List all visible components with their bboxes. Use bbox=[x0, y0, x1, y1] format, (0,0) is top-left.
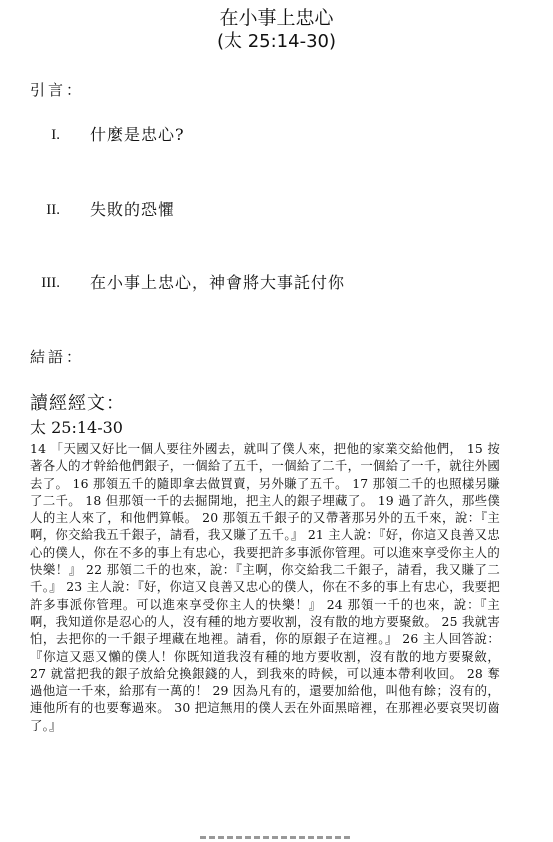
outline-text: 失敗的恐懼 bbox=[90, 200, 176, 219]
scripture-reference: (太 25:14-30) bbox=[216, 31, 337, 52]
intro-label: 引言： bbox=[30, 81, 85, 99]
outline-numeral: I. bbox=[51, 127, 60, 143]
sermon-title: 在小事上忠心 bbox=[219, 7, 334, 29]
outline-item bbox=[0, 272, 553, 296]
outline-numeral: III. bbox=[41, 275, 60, 291]
outline-text: 在小事上忠心，神會將大事託付你 bbox=[90, 273, 346, 292]
conclusion-label: 結語： bbox=[30, 348, 85, 366]
reading-heading: 讀經經文： bbox=[30, 393, 125, 414]
outline-numeral: II. bbox=[46, 202, 60, 218]
outline-item bbox=[0, 124, 553, 148]
reading-reference: 太 25:14-30 bbox=[30, 418, 123, 437]
outline-text: 什麼是忠心? bbox=[90, 125, 185, 144]
footer-divider bbox=[200, 836, 350, 839]
scripture-passage: 14 「天國又好比一個人要往外國去，就叫了僕人來，把他的家業交給他們， 15 按著各人的才幹給他們銀子，一個給了五千，一個給了二千，一個給了一千，就往外國去了。 16 那領五千的隨即拿去做買賣，另外賺了五千。 17 那領二千的也照樣另賺了二千。 18 但那領一千的去掘開地，把主人的銀子埋藏了。 19 過了許久，那些僕人的主人來了，和他們算帳。 20 那領五千銀子的又帶著那另外的五千來，說：『主啊，你交給我五千銀子，請看，我又賺了五千。』 21 主人說：『好，你這又良善又忠心的僕人，你在不多的事上有忠心，我要把許多事派你管理。可以進來享受你主人的快樂！』 22 那領二千的也來，說：『主啊，你交給我二千銀子，請看，我又賺了二千。』 23 主人說：『好，你這又良善又忠心的僕人，你在不多的事上有忠心，我要把許多事派你管理。可以進來享受你主人的快樂！』 24 那領一千的也來，說：『主啊，我知道你是忍心的人，沒有種的地方要收割，沒有散的地方要聚斂。 25 我就害怕，去把你的一千銀子埋藏在地裡。請看，你的原銀子在這裡。』 26 主人回答說：『你這又惡又懶的僕人！你既知道我沒有種的地方要收割，沒有散的地方要聚斂， 27 就當把我的銀子放給兌換銀錢的人，到我來的時候，可以連本帶利收回。 28 奪過他這一千來，給那有一萬的！ 29 因為凡有的，還要加給他，叫他有餘；沒有的，連他所有的也要奪過來。 30 把這無用的僕人丟在外面黑暗裡，在那裡必要哀哭切齒了。』 bbox=[30, 441, 500, 733]
outline-item bbox=[0, 199, 553, 223]
